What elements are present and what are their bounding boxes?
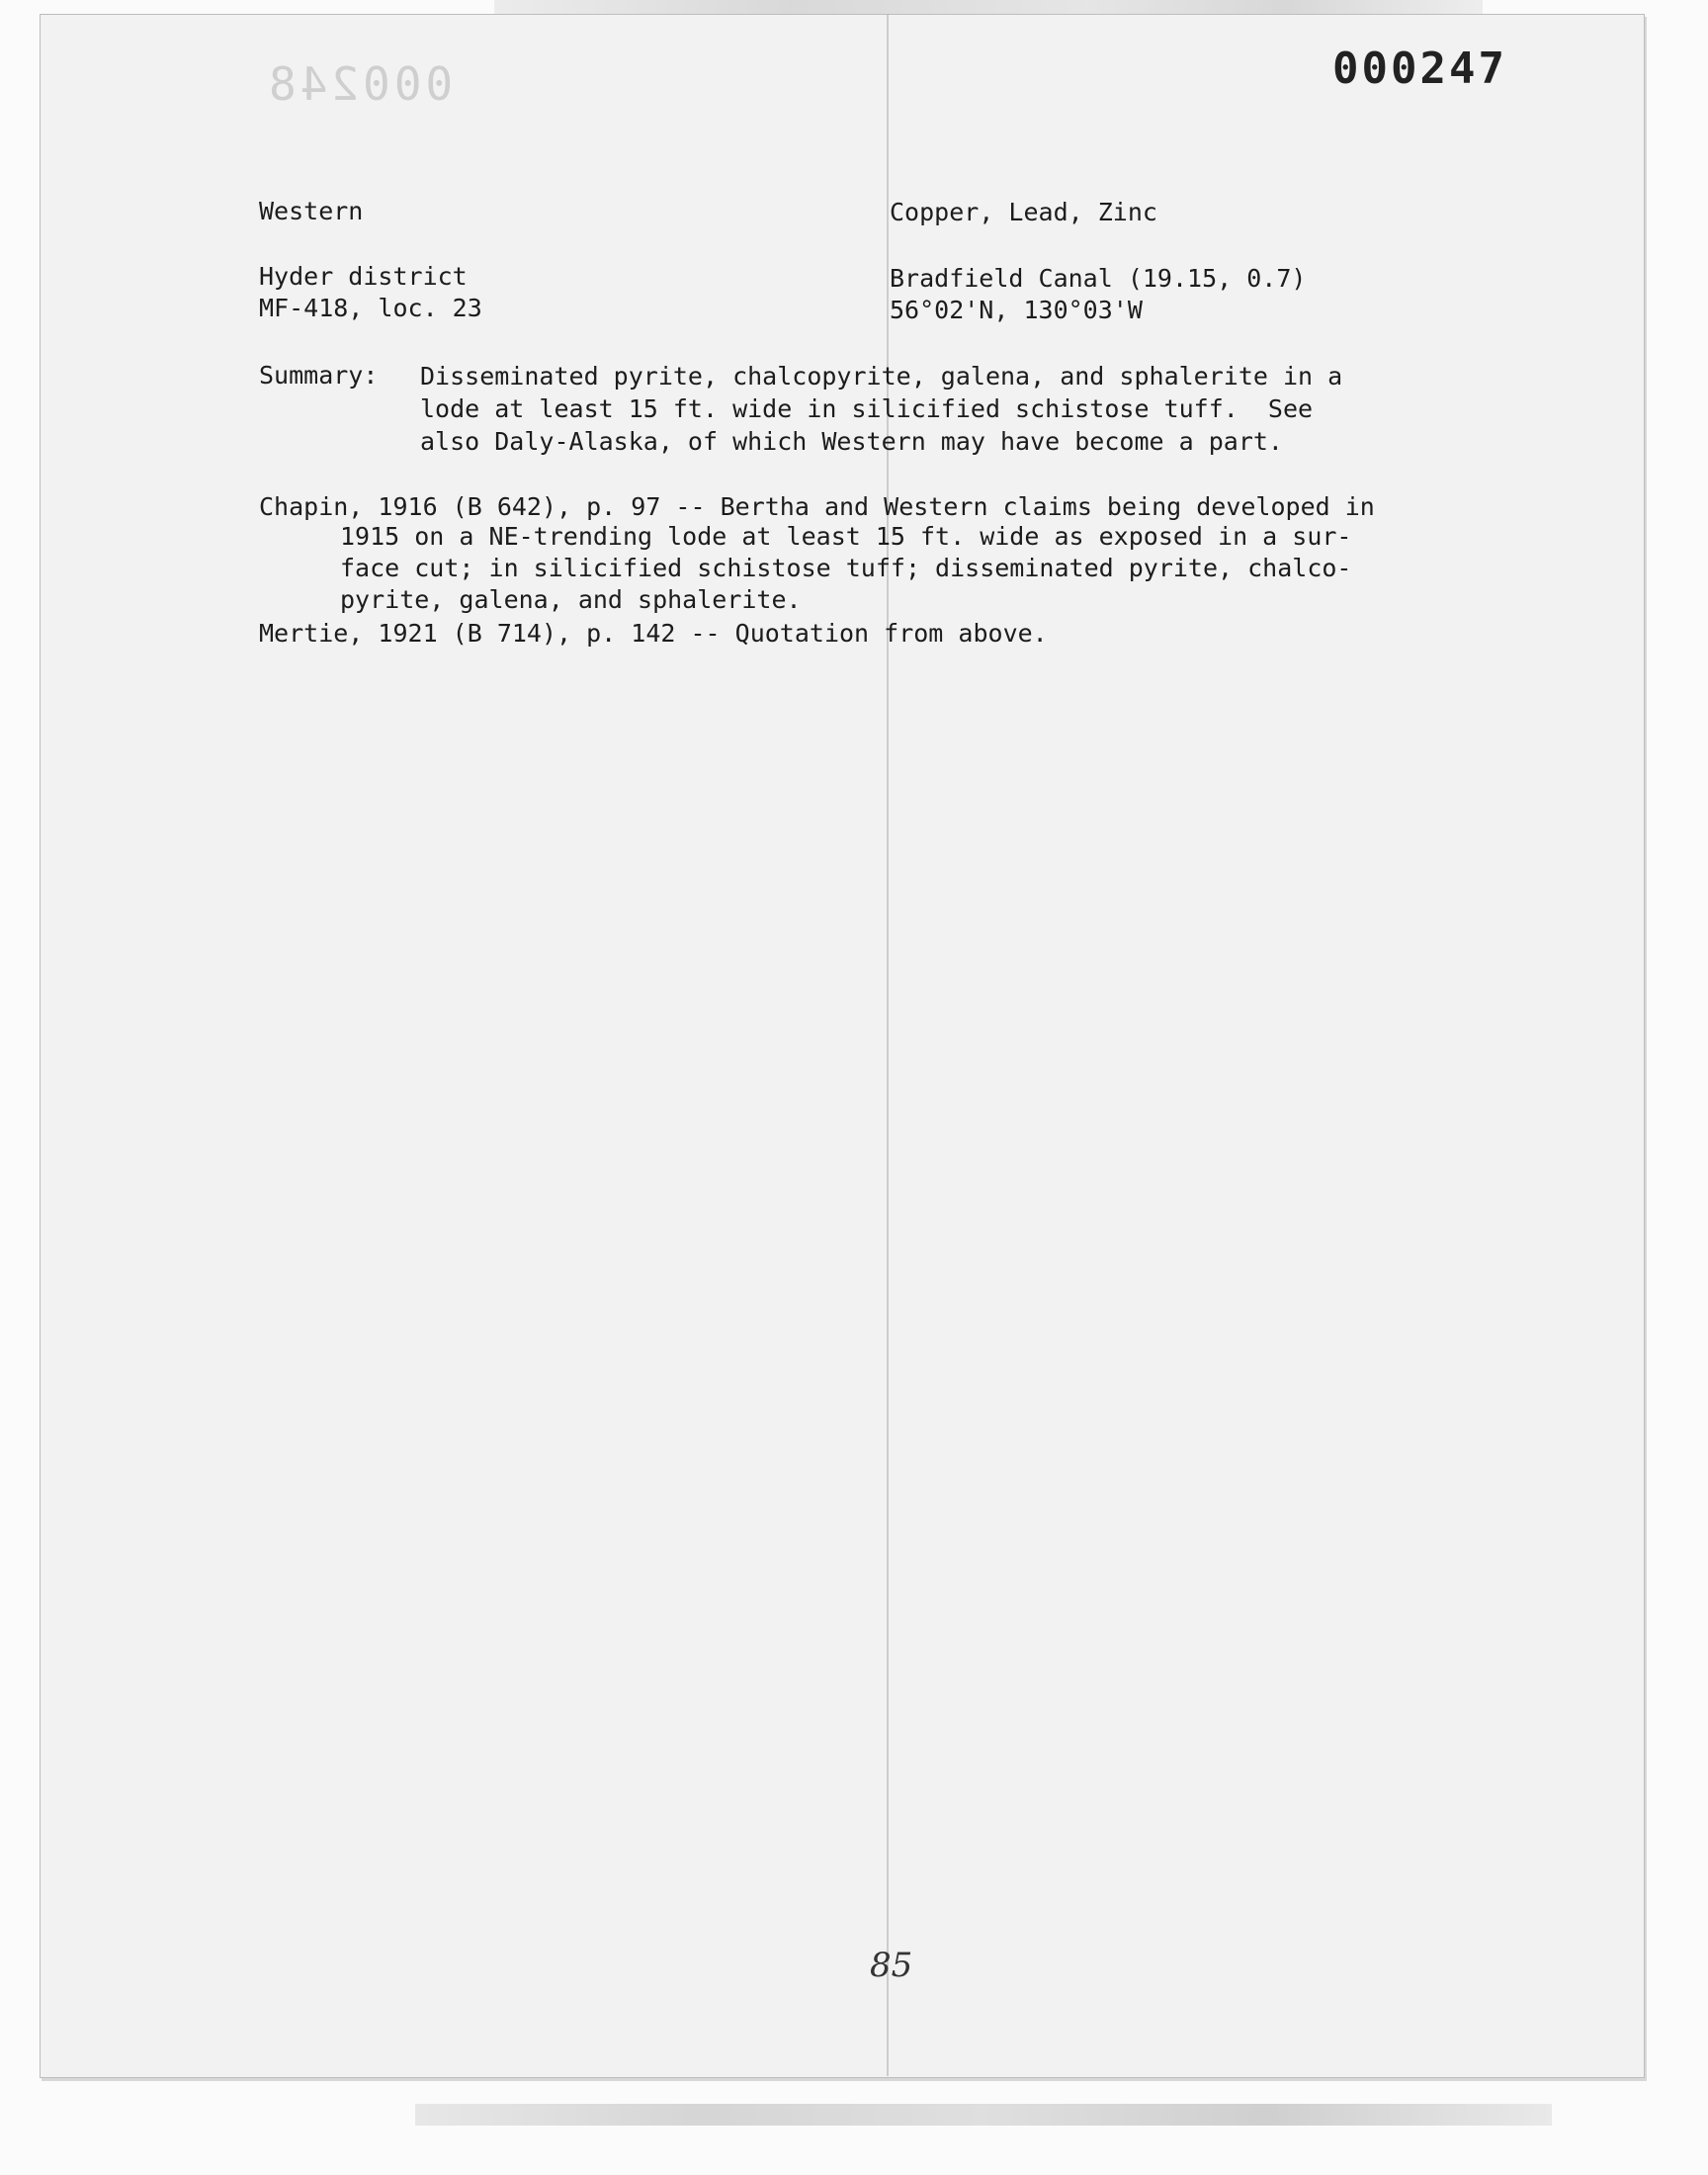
coordinates: 56°02'N, 130°03'W (890, 296, 1143, 324)
fold-line (887, 14, 889, 2076)
stamp-number: 000247 (1332, 44, 1507, 94)
scan-bottom-strip (415, 2104, 1552, 2126)
summary-line: Disseminated pyrite, chalcopyrite, galena, and sphalerite in a (420, 362, 1343, 391)
summary-label: Summary: (259, 361, 379, 390)
reference-line: Chapin, 1916 (B 642), p. 97 -- Bertha and Western claims being developed in (259, 492, 1375, 521)
reference-line: pyrite, galena, and sphalerite. (340, 585, 802, 614)
summary-line: also Daly-Alaska, of which Western may have become a part. (420, 427, 1283, 456)
page-number: 85 (870, 1946, 913, 1985)
commodities: Copper, Lead, Zinc (890, 198, 1157, 226)
map-reference: MF-418, loc. 23 (259, 294, 482, 322)
reference-line: Mertie, 1921 (B 714), p. 142 -- Quotation from above. (259, 619, 1048, 648)
quadrangle: Bradfield Canal (19.15, 0.7) (890, 264, 1307, 293)
district: Hyder district (259, 262, 468, 291)
reference-line: face cut; in silicified schistose tuff; disseminated pyrite, chalco- (340, 554, 1352, 582)
mine-name: Western (259, 197, 364, 225)
stamp-number-bleedthrough: 000248 (265, 57, 454, 111)
summary-line: lode at least 15 ft. wide in silicified schistose tuff. See (420, 394, 1314, 423)
scan-top-strip (494, 0, 1483, 14)
reference-line: 1915 on a NE-trending lode at least 15 ft. wide as exposed in a sur- (340, 522, 1352, 551)
